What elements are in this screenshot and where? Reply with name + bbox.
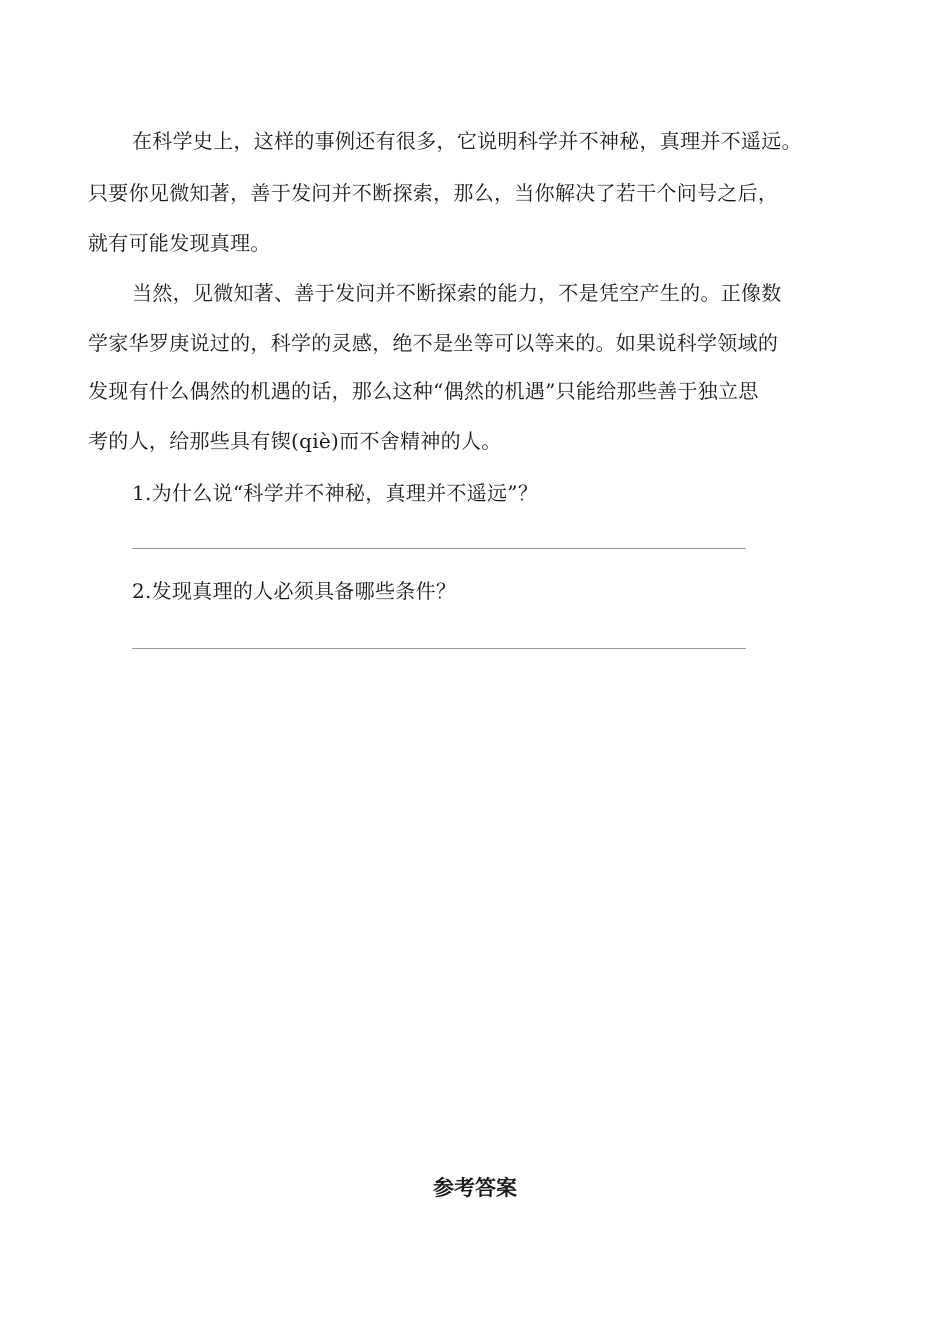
- answer-line-1[interactable]: [132, 548, 746, 549]
- paragraph-1-line-2: 只要你见微知著，善于发问并不断探索，那么，当你解决了若干个问号之后，: [88, 181, 779, 205]
- paragraph-1-line-3: 就有可能发现真理。: [88, 231, 271, 255]
- paragraph-1-line-1: 在科学史上，这样的事例还有很多，它说明科学并不神秘，真理并不遥远。: [132, 129, 802, 153]
- question-2: 2.发现真理的人必须具备哪些条件？: [132, 579, 457, 603]
- paragraph-2-line-2: 学家华罗庚说过的，科学的灵感，绝不是坐等可以等来的。如果说科学领域的: [88, 331, 779, 355]
- answer-heading: 参考答案: [433, 1175, 517, 1200]
- paragraph-2-line-1: 当然，见微知著、善于发问并不断探索的能力，不是凭空产生的。正像数: [132, 281, 782, 305]
- question-1: 1.为什么说“科学并不神秘，真理并不遥远”？: [132, 481, 539, 505]
- paragraph-2-line-3: 发现有什么偶然的机遇的话，那么这种“偶然的机遇”只能给那些善于独立思: [88, 379, 759, 403]
- paragraph-2-line-4: 考的人，给那些具有锲(qiè)而不舍精神的人。: [88, 429, 502, 453]
- answer-line-2[interactable]: [132, 648, 746, 649]
